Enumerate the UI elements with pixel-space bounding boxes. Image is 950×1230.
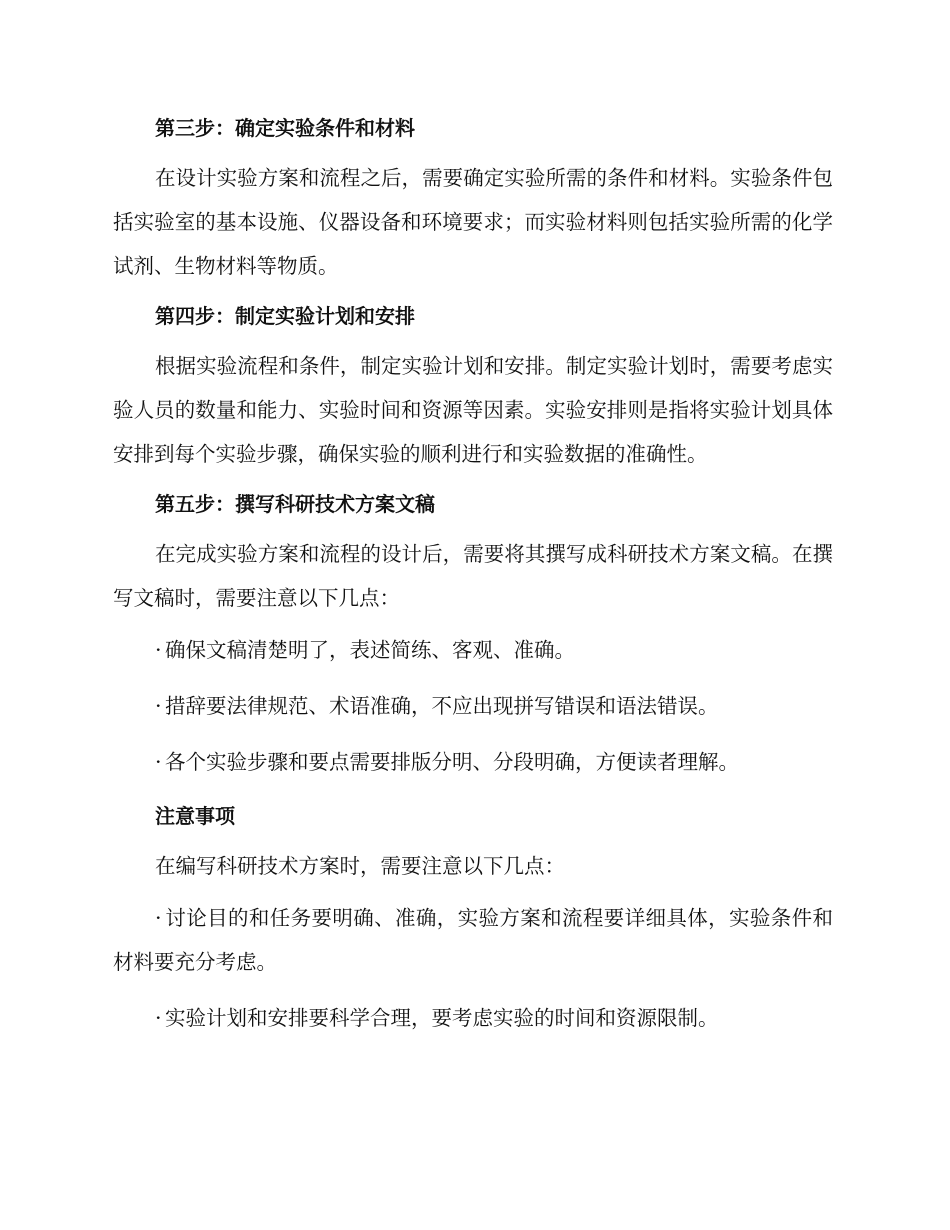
list-item — [113, 684, 833, 728]
bullet-dot: · — [155, 638, 162, 662]
bullet-dot: · — [155, 906, 162, 930]
section-heading-step-5: 第五步：撰写科研技术方案文稿 — [155, 492, 435, 516]
list-item — [113, 628, 833, 672]
paragraph-step-5: 在完成实验方案和流程的设计后，需要将其撰写成科研技术方案文稿。在撰写文稿时，需要注意以下几点： — [113, 542, 833, 610]
section-heading-step-4: 第四步：制定实验计划和安排 — [155, 304, 415, 328]
section-heading-notes: 注意事项 — [155, 804, 235, 828]
paragraph-notes: 在编写科研技术方案时，需要注意以下几点： — [155, 854, 565, 878]
list-item — [113, 740, 833, 784]
section-heading-step-3: 第三步：确定实验条件和材料 — [155, 116, 415, 140]
list-item-text: 实验计划和安排要科学合理，要考虑实验的时间和资源限制。 — [165, 1006, 719, 1030]
bullet-dot: · — [155, 750, 162, 774]
paragraph-step-3: 在设计实验方案和流程之后，需要确定实验所需的条件和材料。实验条件包括实验室的基本设施、仪器设备和环境要求；而实验材料则包括实验所需的化学试剂、生物材料等物质。 — [113, 166, 833, 278]
paragraph-step-4: 根据实验流程和条件，制定实验计划和安排。制定实验计划时，需要考虑实验人员的数量和能力、实验时间和资源等因素。实验安排则是指将实验计划具体安排到每个实验步骤，确保实验的顺利进行和实验数据的准确性。 — [113, 354, 833, 466]
list-item-text: 各个实验步骤和要点需要排版分明、分段明确，方便读者理解。 — [165, 750, 739, 774]
list-item-text: 确保文稿清楚明了，表述简练、客观、准确。 — [165, 638, 575, 662]
bullet-dot: · — [155, 694, 162, 718]
list-item-text: 讨论目的和任务要明确、准确，实验方案和流程要详细具体，实验条件和材料要充分考虑。 — [113, 906, 833, 974]
document-page — [113, 108, 833, 1052]
list-item — [113, 996, 833, 1040]
list-item — [113, 896, 833, 984]
list-item-text: 措辞要法律规范、术语准确，不应出现拼写错误和语法错误。 — [165, 694, 719, 718]
bullet-dot: · — [155, 1006, 162, 1030]
